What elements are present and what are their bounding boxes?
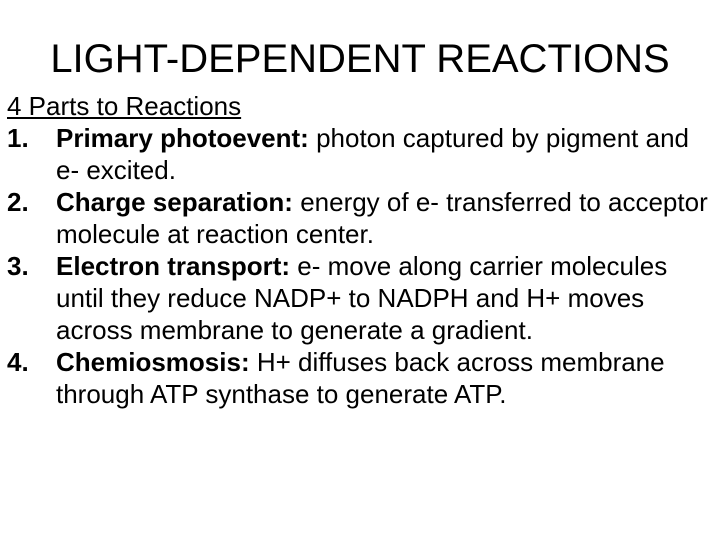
item-term: Chemiosmosis:: [56, 347, 250, 377]
item-text: energy of e- transferred to acceptor molecule at reaction center.: [56, 187, 708, 249]
list-item: [7, 186, 713, 250]
item-number: 3.: [7, 251, 29, 281]
item-number: 1.: [7, 123, 29, 153]
item-number: 4.: [7, 347, 29, 377]
steps-list: [7, 122, 713, 410]
item-term: Electron transport:: [56, 251, 291, 281]
subheading: 4 Parts to Reactions: [7, 91, 242, 121]
slide-content: [7, 90, 713, 410]
list-item: [7, 250, 713, 346]
list-item: [7, 346, 713, 410]
item-number: 2.: [7, 187, 29, 217]
item-text: H+ diffuses back across membrane through ATP synthase to generate ATP.: [56, 347, 665, 409]
item-text: e- move along carrier molecules until they reduce NADP+ to NADPH and H+ moves across membrane to generate a gradient.: [56, 251, 668, 345]
item-term: Charge separation:: [56, 187, 293, 217]
slide-title: LIGHT-DEPENDENT REACTIONS: [50, 37, 670, 81]
item-text: photon captured by pigment and e- excited.: [56, 123, 689, 185]
item-term: Primary photoevent:: [56, 123, 309, 153]
list-item: [7, 122, 713, 186]
